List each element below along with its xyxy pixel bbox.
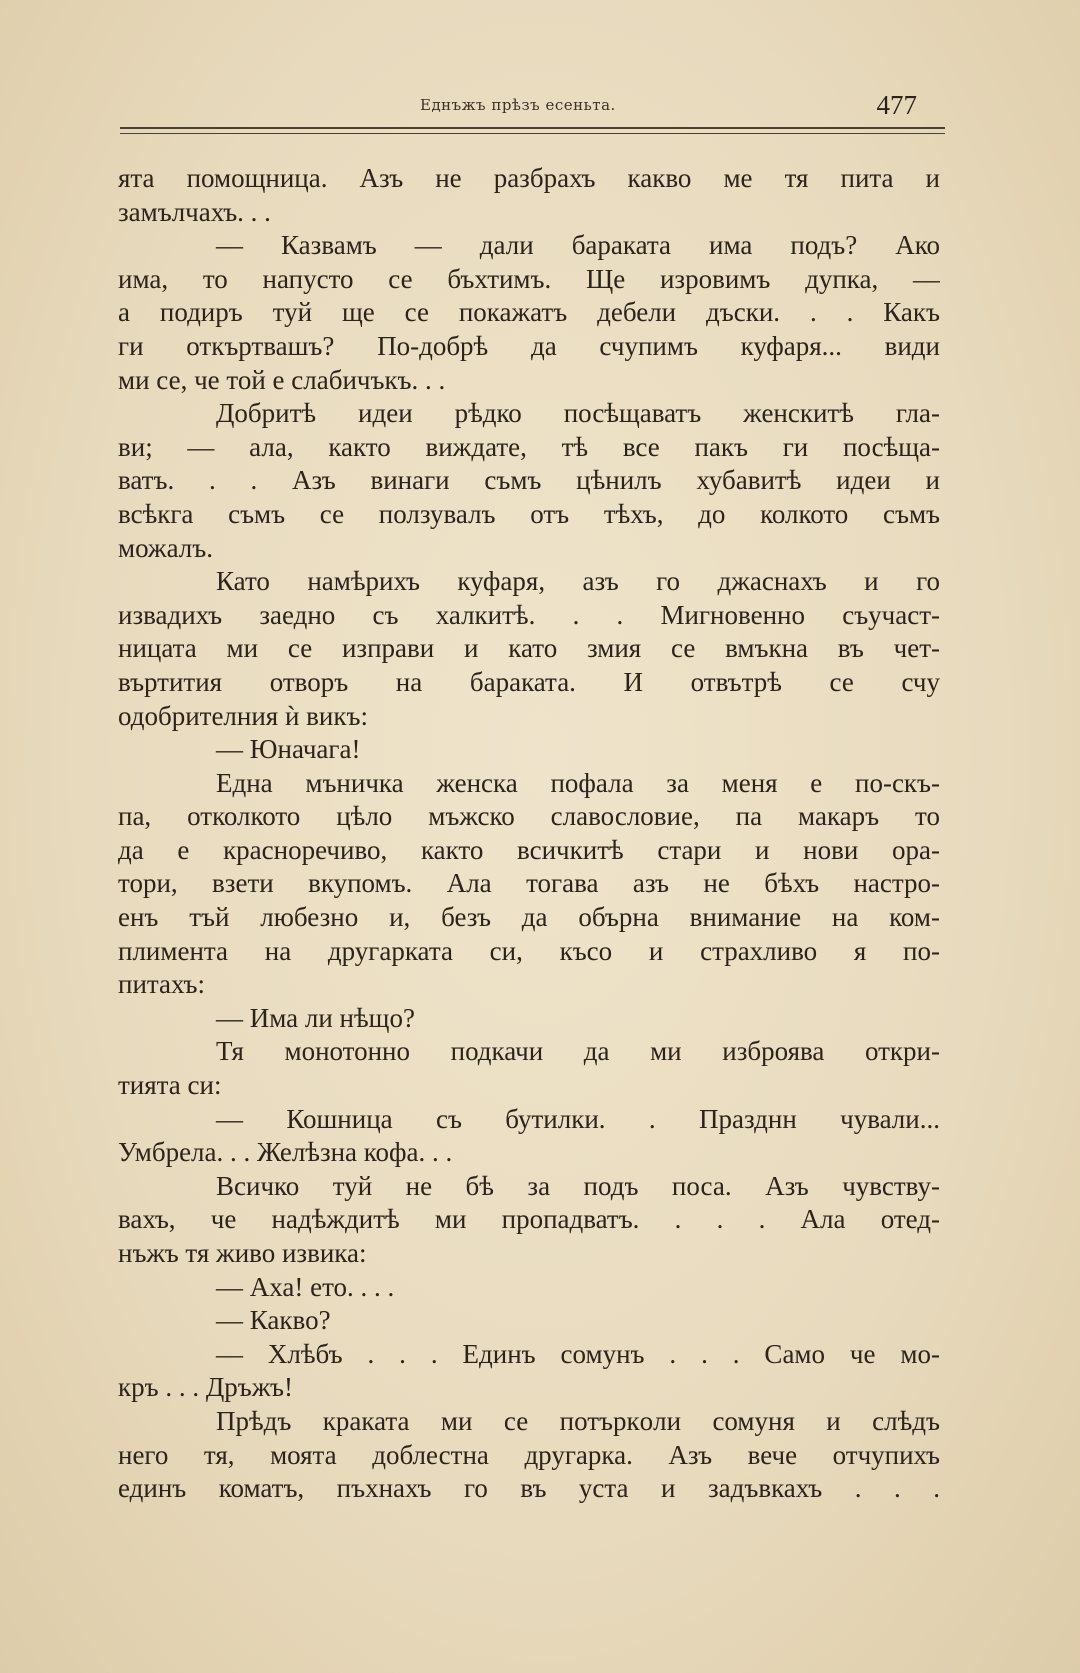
text-line: Като намѣрихъ куфаря, азъ го джаснахъ и го — [216, 566, 940, 597]
text-line: Тя монотонно подкачи да ми изброява откри- — [216, 1036, 940, 1067]
text-line: — Аха! ето. . . . — [216, 1271, 395, 1302]
text-line: тията си: — [118, 1070, 222, 1101]
text-line: ми се, че той е слабичъкъ. . . — [118, 364, 446, 395]
page-number: 477 — [876, 90, 917, 120]
text-line: ницата ми се изправи и като змия се вмъкна въ чет- — [118, 633, 940, 664]
text-line: — Хлѣбъ . . . Единъ сомунъ . . . Само че мо- — [216, 1338, 940, 1369]
text-line: всѣкга съмъ се ползувалъ отъ тѣхъ, до колкото съмъ — [118, 498, 940, 529]
text-line: — Юначага! — [216, 734, 361, 765]
header-rule-bottom — [120, 133, 945, 134]
text-line: единъ коматъ, пъхнахъ го въ уста и задъвкахъ . . . — [118, 1473, 940, 1504]
body-text — [118, 162, 940, 1506]
text-line: вахъ, че надѣждитѣ ми пропадватъ. . . . Ала отед- — [118, 1204, 940, 1235]
text-line: Умбрела. . . Желѣзна кофа. . . — [118, 1137, 453, 1168]
text-line: въртития отворъ на бараката. И отвътрѣ се счу — [118, 666, 940, 697]
text-line: замълчахъ. . . — [118, 196, 271, 227]
text-line: питахъ: — [118, 969, 205, 1000]
text-line: тори, взети вкупомъ. Ала тогава азъ не бѣхъ настро- — [118, 868, 940, 899]
text-line: — Казвамъ — дали бараката има подъ? Ако — [216, 230, 940, 261]
text-line: нъжъ тя живо извика: — [118, 1238, 367, 1268]
page-header — [120, 90, 945, 130]
text-line: ята помощница. Азъ не разбрахъ какво ме тя пита и — [118, 163, 940, 193]
text-line: ватъ. . . Азъ винаги съмъ цѣнилъ хубавитѣ идеи и — [118, 465, 940, 496]
text-line: — Кошница съ бутилки. . Празднн чували... — [216, 1103, 940, 1134]
text-line: плимента на другарката си, късо и страхливо я по- — [118, 935, 940, 966]
header-rule-top — [120, 127, 945, 129]
text-line: Една мъничка женска пофала за меня е по-скъ- — [216, 767, 940, 798]
text-line: Прѣдъ краката ми се потъркoли сомуня и слѣдъ — [216, 1405, 940, 1436]
text-line: па, отколкото цѣло мъжско славословие, па макаръ то — [118, 801, 940, 832]
text-line: ви; — ала, както виждате, тѣ все пакъ ги посѣща- — [118, 431, 940, 462]
text-line: Добритѣ идеи рѣдко посѣщаватъ женскитѣ гла- — [216, 398, 940, 429]
text-line: можалъ. — [118, 532, 213, 563]
text-line: одобрителния ѝ викъ: — [118, 700, 368, 731]
text-line: — Какво? — [216, 1305, 331, 1336]
text-line: него тя, моята доблестна другарка. Азъ вече отчупихъ — [118, 1439, 940, 1470]
text-line: кръ . . . Дръжъ! — [118, 1372, 293, 1403]
text-line: извадихъ заедно съ халкитѣ. . . Мигновенно съучаст- — [118, 599, 940, 630]
text-line: енъ тъй любезно и, безъ да обърна внимание на ком- — [118, 902, 940, 933]
text-line: — Има ли нѣщо? — [216, 1002, 415, 1033]
text-line: да е красноречиво, както всичкитѣ стари и нови ора- — [118, 834, 940, 865]
text-line: Всичко туй не бѣ за подъ поса. Азъ чувству- — [216, 1170, 940, 1201]
text-line: има, то напусто се бъхтимъ. Ще изровимъ дупка, — — [118, 263, 940, 294]
text-line: ги откъртвашъ? По-добрѣ да счупимъ куфаря... види — [118, 330, 940, 361]
running-title: Еднъжъ прѣзъ есеньта. — [420, 96, 616, 114]
text-line: а подиръ туй ще се покажатъ дебели дъски. . . Какъ — [118, 297, 940, 328]
